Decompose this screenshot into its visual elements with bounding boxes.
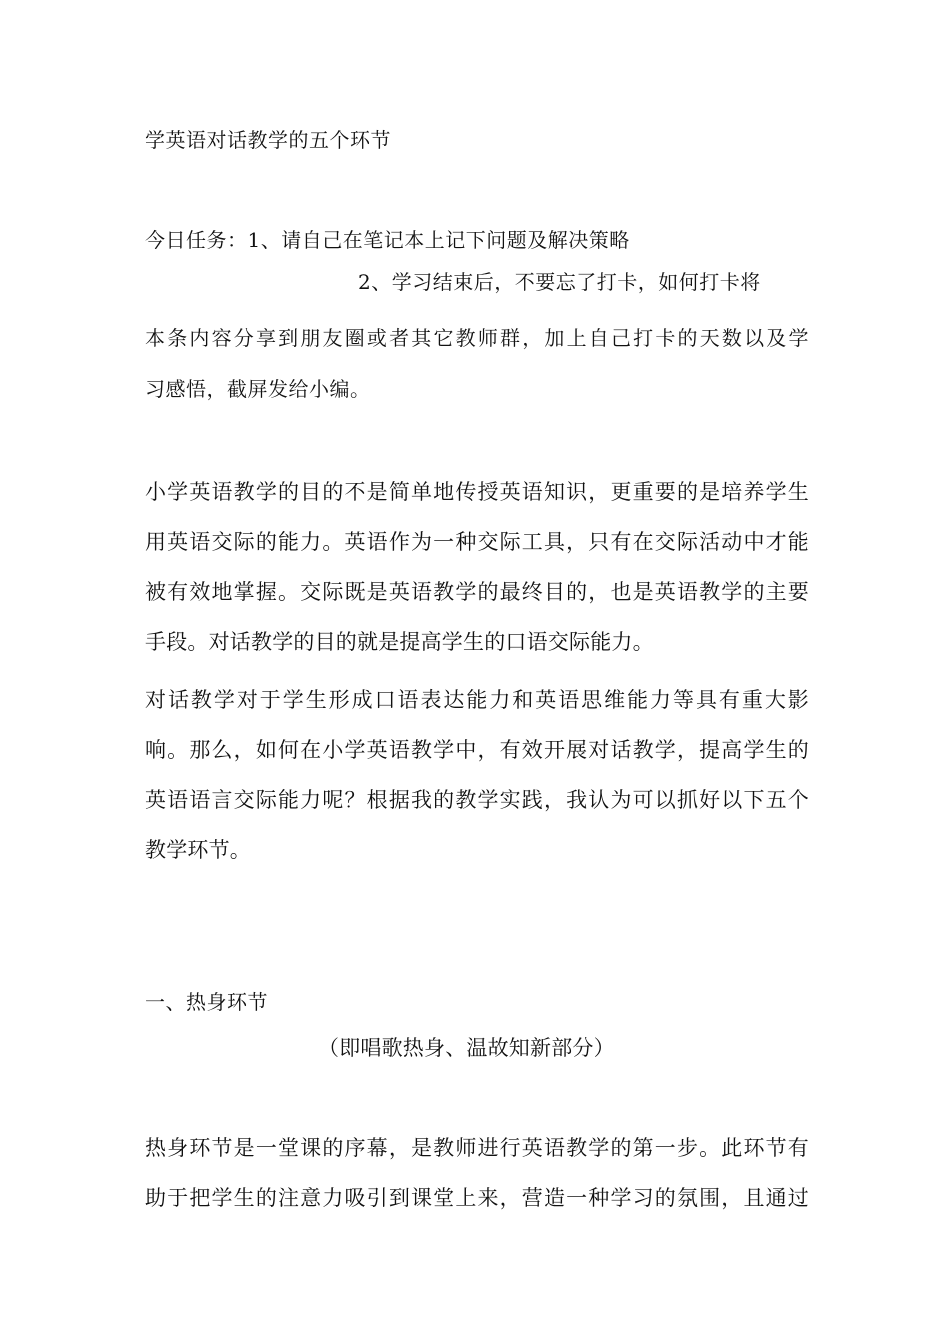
section-1-subheading: （即唱歌热身、温故知新部分） <box>318 1036 615 1060</box>
paragraph-1-line-4: 手段。对话教学的目的就是提高学生的口语交际能力。 <box>145 630 654 654</box>
section-1-line-2: 助于把学生的注意力吸引到课堂上来，营造一种学习的氛围，且通过 <box>145 1186 809 1210</box>
task-line-1: 今日任务：1、请自己在笔记本上记下问题及解决策略 <box>145 228 630 252</box>
task-line-2: 2、学习结束后，不要忘了打卡，如何打卡将 <box>358 270 761 294</box>
paragraph-2-line-1: 对话教学对于学生形成口语表达能力和英语思维能力等具有重大影 <box>145 688 809 712</box>
task-line-4: 习感悟，截屏发给小编。 <box>145 377 371 401</box>
paragraph-2-line-4: 教学环节。 <box>145 838 251 862</box>
paragraph-1-line-1: 小学英语教学的目的不是简单地传授英语知识，更重要的是培养学生 <box>145 480 809 504</box>
section-1-heading: 一、热身环节 <box>145 990 268 1014</box>
paragraph-2-line-2: 响。那么，如何在小学英语教学中，有效开展对话教学，提高学生的 <box>145 738 809 762</box>
paragraph-1-line-3: 被有效地掌握。交际既是英语教学的最终目的，也是英语教学的主要 <box>145 580 809 604</box>
document-title: 学英语对话教学的五个环节 <box>145 128 391 152</box>
paragraph-1-line-2: 用英语交际的能力。英语作为一种交际工具，只有在交际活动中才能 <box>145 530 809 554</box>
section-1-line-1: 热身环节是一堂课的序幕，是教师进行英语教学的第一步。此环节有 <box>145 1136 809 1160</box>
task-line-3: 本条内容分享到朋友圈或者其它教师群，加上自己打卡的天数以及学 <box>145 326 809 350</box>
paragraph-2-line-3: 英语语言交际能力呢？根据我的教学实践，我认为可以抓好以下五个 <box>145 788 809 812</box>
